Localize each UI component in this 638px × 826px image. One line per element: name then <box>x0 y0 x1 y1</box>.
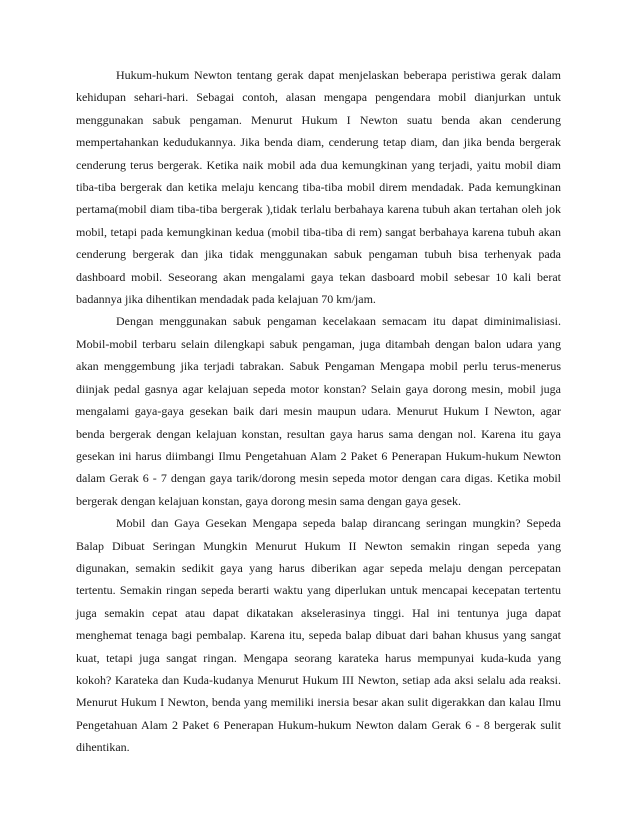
paragraph-3: Mobil dan Gaya Gesekan Mengapa sepeda balap dirancang seringan mungkin? Sepeda Balap Dibuat Seringan Mungkin Menurut Hukum II Newton semakin ringan sepeda yang digunakan, semakin sedikit gaya yang harus diberikan agar sepeda melaju dengan percepatan tertentu. Semakin ringan sepeda berarti waktu yang diperlukan untuk mencapai kecepatan tertentu juga semakin cepat atau dapat dikatakan akselerasinya tinggi. Hal ini tentunya juga dapat menghemat tenaga bagi pembalap. Karena itu, sepeda balap dibuat dari bahan khusus yang sangat kuat, tetapi juga sangat ringan. Mengapa seorang karateka harus mempunyai kuda-kuda yang kokoh? Karateka dan Kuda-kudanya Menurut Hukum III Newton, setiap ada aksi selalu ada reaksi. Menurut Hukum I Newton, benda yang memiliki inersia besar akan sulit digerakkan dan kalau Ilmu Pengetahuan Alam 2 Paket 6 Penerapan Hukum-hukum Newton dalam Gerak 6 - 8 bergerak sulit dihentikan. <box>76 516 561 755</box>
body-text <box>76 64 561 759</box>
paragraph-2: Dengan menggunakan sabuk pengaman kecelakaan semacam itu dapat diminimalisiasi. Mobil-mobil terbaru selain dilengkapi sabuk pengaman, juga ditambah dengan balon udara yang akan menggembung jika terjadi tabrakan. Sabuk Pengaman Mengapa mobil perlu terus-menerus diinjak pedal gasnya agar kelajuan sepeda motor konstan? Selain gaya dorong mesin, mobil juga mengalami gaya-gaya gesekan baik dari mesin maupun udara. Menurut Hukum I Newton, agar benda bergerak dengan kelajuan konstan, resultan gaya harus sama dengan nol. Karena itu gaya gesekan ini harus diimbangi Ilmu Pengetahuan Alam 2 Paket 6 Penerapan Hukum-hukum Newton dalam Gerak 6 - 7 dengan gaya tarik/dorong mesin sepeda motor dengan cara digas. Ketika mobil bergerak dengan kelajuan konstan, gaya dorong mesin sama dengan gaya gesek. <box>76 314 561 508</box>
paragraph-1: Hukum-hukum Newton tentang gerak dapat menjelaskan beberapa peristiwa gerak dalam kehidupan sehari-hari. Sebagai contoh, alasan mengapa pengendara mobil dianjurkan untuk menggunakan sabuk pengaman. Menurut Hukum I Newton suatu benda akan cenderung mempertahankan kedudukannya. Jika benda diam, cenderung tetap diam, dan jika benda bergerak cenderung terus bergerak. Ketika naik mobil ada dua kemungkinan yang terjadi, yaitu mobil diam tiba-tiba bergerak dan ketika melaju kencang tiba-tiba mobil direm mendadak. Pada kemungkinan pertama(mobil diam tiba-tiba bergerak ),tidak terlalu berbahaya karena tubuh akan tertahan oleh jok mobil, tetapi pada kemungkinan kedua (mobil tiba-tiba di rem) sangat berbahaya karena tubuh akan cenderung bergerak dan jika tidak menggunakan sabuk pengaman tubuh bisa terhenyak pada dashboard mobil. Seseorang akan mengalami gaya tekan dasboard mobil sebesar 10 kali berat badannya jika dihentikan mendadak pada kelajuan 70 km/jam. <box>76 68 561 307</box>
